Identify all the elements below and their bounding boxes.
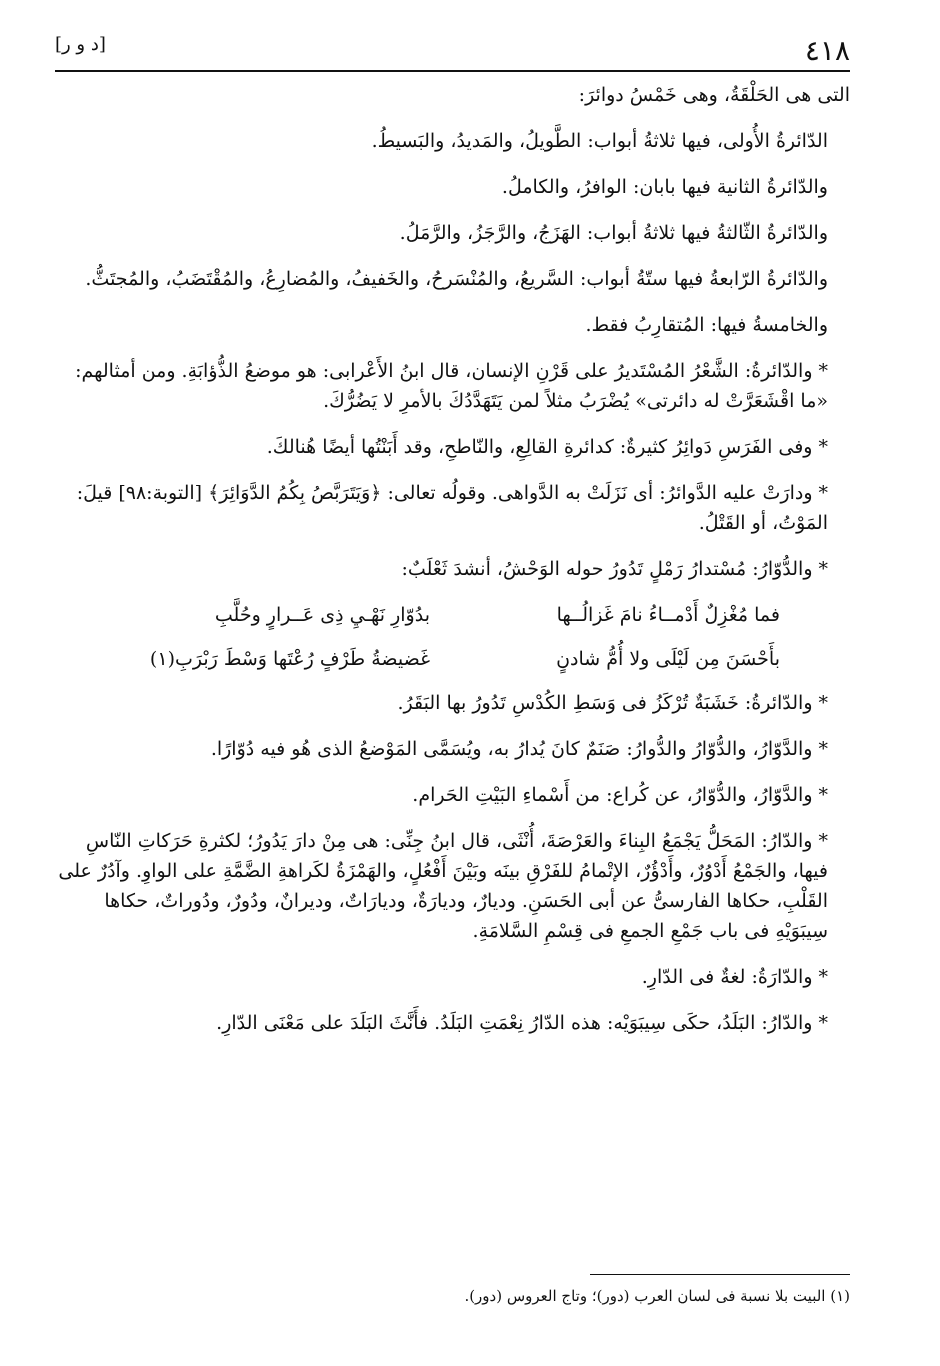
page-number: ٤١٨ xyxy=(804,34,850,67)
paragraph xyxy=(55,218,850,248)
paragraph-text: والدّائرةُ: الشَّعْرُ المُسْتَديرُ على قَرْنِ الإنسان، قال ابنُ الأَعْرابى: هو موضعُ الذُّؤابَةِ. ومن أمثالهم: «ما اقْشَعَرَّتْ له دائرتى» يُضْرَبُ مثلاً لمن يَتَهَدَّدُكَ بالأمرِ لا يَضُرُّكَ. xyxy=(75,360,828,412)
paragraph-text: الدّائرةُ الأُولى، فيها ثلاثةُ أبواب: الطَّويلُ، والمَديدُ، والبَسيطُ. xyxy=(371,130,828,152)
poem-first-hemistich: فما مُغْزِلٌ أَدْمــاءُ نامَ غَزالُــها xyxy=(556,604,780,626)
poem-second-hemistich: غَضيضةُ طَرْفٍ رُعْتَها وَسْطَ رَبْرَبِ(١) xyxy=(149,648,430,670)
footnote: (١) البيت بلا نسبة فى لسان العرب (دور)؛ وتاج العروس (دور). xyxy=(464,1287,850,1305)
entry-star: * xyxy=(818,558,828,580)
paragraph-text: والدَّوّارُ، والدُّوّارُ والدُّوارُ: صَنَمٌ كانَ يُدارُ به، ويُسَمَّى المَوْضعُ الذى هُو فيه دُوّارًا. xyxy=(210,738,813,760)
running-head: [د و ر] xyxy=(55,34,106,55)
paragraph-text: التى هى الحَلْقَةُ، وهى خَمْسُ دوائرَ: xyxy=(578,84,850,106)
entry-paragraph xyxy=(55,780,850,810)
paragraph-text: والدّارُ: البَلَدُ، حكَى سِيبَوَيْه: هذه الدّارُ نِعْمَتِ البَلَدُ. فأَنَّثَ البَلَدَ على مَعْنَى الدّارِ. xyxy=(216,1012,813,1034)
entry-paragraph xyxy=(55,962,850,992)
entry-star: * xyxy=(818,966,828,988)
entry-star: * xyxy=(818,482,828,504)
entry-paragraph xyxy=(55,1008,850,1038)
paragraph xyxy=(55,80,850,110)
entry-star: * xyxy=(818,692,828,714)
poem xyxy=(55,600,850,674)
paragraph-text: والدّائرةُ الرّابعةُ فيها ستّةُ أبواب: السَّريعُ، والمُنْسَرحُ، والخَفيفُ، والمُضارِعُ، والمُقْتَضَبُ، والمُجتَثُّ. xyxy=(85,268,828,290)
paragraph-text: والدُّوّارُ: مُسْتدارُ رَمْلٍ تَدُورُ حوله الوَحْشُ، أنشدَ ثَعْلَبٌ: xyxy=(401,558,813,580)
paragraph-text: والدّائرةُ الثّالثةُ فيها ثلاثةُ أبواب: الهَزَجُ، والرَّجَزُ، والرَّمَلُ. xyxy=(399,222,828,244)
paragraph xyxy=(55,310,850,340)
paragraph xyxy=(55,264,850,294)
entry-paragraph xyxy=(55,554,850,584)
entry-paragraph xyxy=(55,356,850,416)
poem-line xyxy=(120,644,780,674)
paragraph xyxy=(55,172,850,202)
poem-second-hemistich: بدُوّارِ نَهْـيِ ذِى عَــرارٍ وحُلَّبِ xyxy=(214,604,430,626)
body-text xyxy=(55,80,850,1054)
poem-line xyxy=(120,600,780,630)
entry-paragraph xyxy=(55,734,850,764)
footnote-rule xyxy=(590,1274,850,1275)
entry-paragraph xyxy=(55,432,850,462)
entry-star: * xyxy=(818,784,828,806)
entry-star: * xyxy=(818,738,828,760)
entry-paragraph xyxy=(55,688,850,718)
paragraph-text: والدّارُ: المَحَلُّ يَجْمَعُ البِناءَ والعَرْصَةَ، أُنْثَى، قال ابنُ جِنِّى: هى مِنْ دارَ يَدُورُ؛ لكثرةِ حَرَكاتِ النّاسِ فيها، والجَمْعُ أَدْوُرٌ، وأَدْؤُرٌ، الإتْمامُ للفَرْقِ بينَه وبَيْنَ أَفْعُلٍ، والهَمْزَةُ لكَراهةِ الضَّمَّةِ على الواوِ. وآدُرٌ على القَلْبِ، حكاها الفارسىُّ عن أبى الحَسَنِ. وديارٌ، وديارَةٌ، وديارَاتٌ، وديرانٌ، ودُورٌ، ودُوراتٌ، حكاها سِيبَوَيْهِ فى باب جَمْعِ الجمعِ فى قِسْمِ السَّلامَةِ. xyxy=(58,830,828,942)
paragraph-text: والدّارَةُ: لغةٌ فى الدّارِ. xyxy=(641,966,813,988)
entry-paragraph xyxy=(55,478,850,538)
entry-star: * xyxy=(818,360,828,382)
paragraph-text: ودارَتْ عليه الدَّوائرُ: أى نَزَلَتْ به الدَّواهى. وقولُه تعالى: ﴿وَيَتَرَبَّصُ بِكُمُ الدَّوَائِرَ﴾ [التوبة:٩٨] قيلَ: المَوْتُ، أو القَتْلُ. xyxy=(76,482,828,534)
entry-star: * xyxy=(818,1012,828,1034)
paragraph-text: والدّائرةُ الثانية فيها بابان: الوافرُ، والكاملُ. xyxy=(501,176,828,198)
entry-star: * xyxy=(818,830,828,852)
paragraph xyxy=(55,126,850,156)
poem-first-hemistich: بأَحْسَنَ مِن لَيْلَى ولا أُمُّ شادنٍ xyxy=(556,648,780,670)
entry-paragraph xyxy=(55,826,850,946)
paragraph-text: وفى الفَرَسِ دَوائِرُ كثيرةٌ: كدائرةِ القالِعِ، والنّاطحِ، وقد أَبَنْتُها أيضًا هُنالكَ. xyxy=(266,436,813,458)
entry-star: * xyxy=(818,436,828,458)
paragraph-text: والدّائرةُ: خَشَبَةٌ تُرْكَزُ فى وَسَطِ الكُدْسِ تَدُورُ بها البَقَرُ. xyxy=(397,692,813,714)
page-header xyxy=(55,30,850,72)
paragraph-text: والدَّوّارُ، والدُّوّارُ، عن كُراع: من أَسْماءِ البَيْتِ الحَرام. xyxy=(412,784,813,806)
paragraph-text: والخامسةُ فيها: المُتقارِبُ فقط. xyxy=(585,314,828,336)
